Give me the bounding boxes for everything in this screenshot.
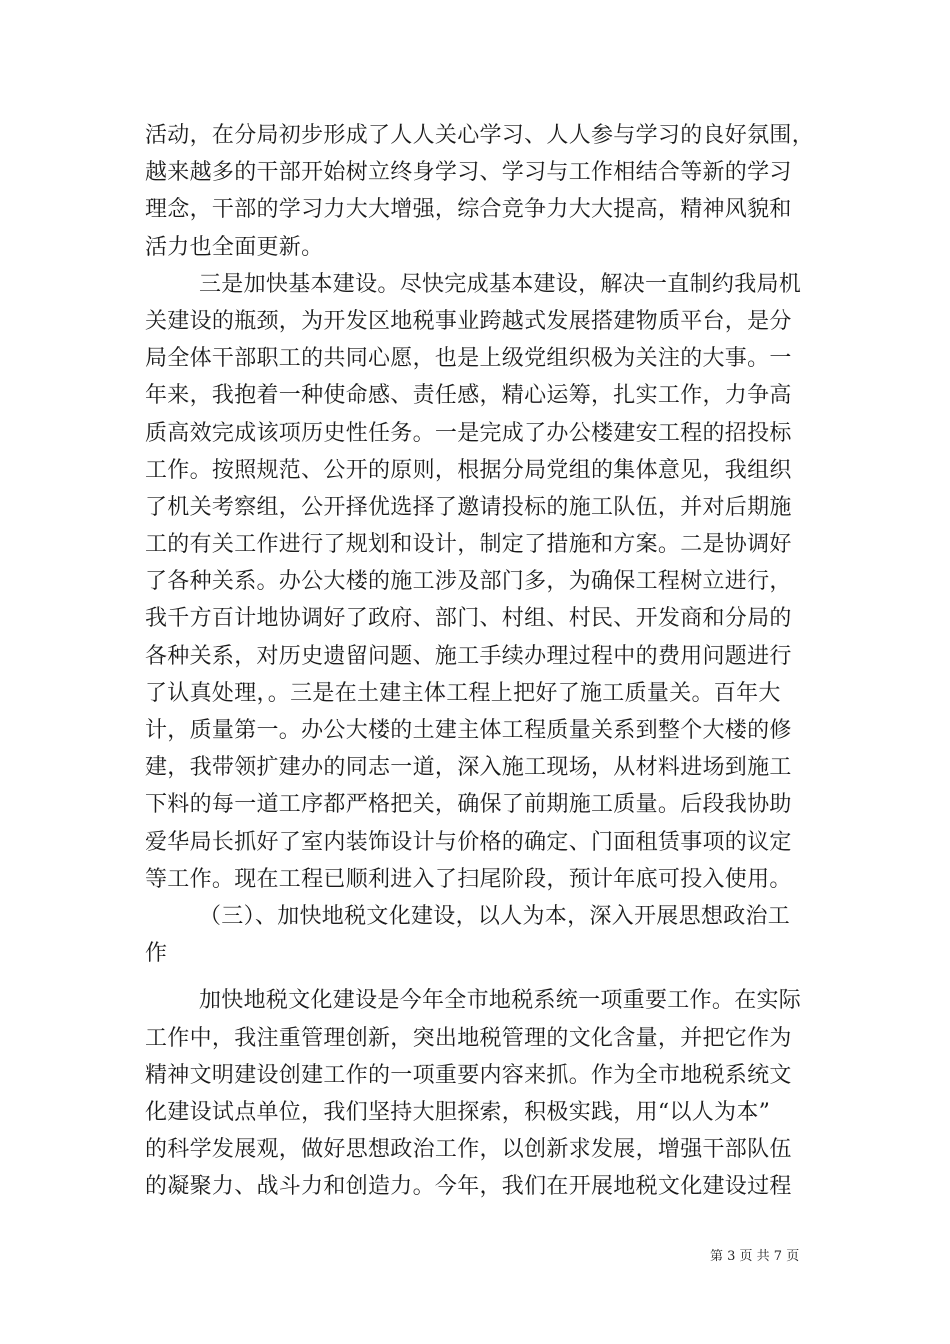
body-line: 的凝聚力、战斗力和创造力。今年，我们在开展地税文化建设过程 <box>145 1174 792 1200</box>
body-line: 了机关考察组，公开择优选择了邀请投标的施工队伍，并对后期施 <box>145 494 792 520</box>
body-line: 工作。按照规范、公开的原则，根据分局党组的集体意见，我组织 <box>145 457 792 483</box>
body-line: 化建设试点单位，我们坚持大胆探索，积极实践，用“以人为本” <box>145 1099 771 1125</box>
section-heading-continuation: 作 <box>145 941 168 967</box>
body-line: 活力也全面更新。 <box>145 234 324 260</box>
paragraph-gap <box>145 972 815 982</box>
body-line: 理念，干部的学习力大大增强，综合竞争力大大提高，精神风貌和 <box>145 197 792 223</box>
body-line: 爱华局长抓好了室内装饰设计与价格的确定、门面租赁事项的议定 <box>145 829 792 855</box>
page-number: 第 3 页 共 7 页 <box>710 1249 800 1264</box>
body-line: 建，我带领扩建办的同志一道，深入施工现场，从材料进场到施工 <box>145 755 792 781</box>
body-line: 越来越多的干部开始树立终身学习、学习与工作相结合等新的学习 <box>145 160 792 186</box>
body-line: 下料的每一道工序都严格把关，确保了前期施工质量。后段我协助 <box>145 792 792 818</box>
document-body <box>145 117 815 1205</box>
body-line: 的科学发展观，做好思想政治工作，以创新求发展，增强干部队伍 <box>145 1137 792 1163</box>
body-line: 年来，我抱着一种使命感、责任感，精心运筹，扎实工作，力争高 <box>145 383 792 409</box>
body-line: 活动，在分局初步形成了人人关心学习、人人参与学习的良好氛围， <box>145 123 815 148</box>
body-line: 精神文明建设创建工作的一项重要内容来抓。作为全市地税系统文 <box>145 1062 792 1088</box>
body-line: 局全体干部职工的共同心愿，也是上级党组织极为关注的大事。一 <box>145 346 792 372</box>
body-line: 了认真处理，。三是在土建主体工程上把好了施工质量关。百年大 <box>145 680 781 706</box>
body-line: 了各种关系。办公大楼的施工涉及部门多，为确保工程树立进行， <box>145 569 792 595</box>
section-heading: （三）、加快地税文化建设，以人为本，深入开展思想政治工 <box>199 903 791 929</box>
body-line: 各种关系，对历史遗留问题、施工手续办理过程中的费用问题进行 <box>145 643 792 669</box>
body-line: 我千方百计地协调好了政府、部门、村组、村民、开发商和分局的 <box>145 606 792 632</box>
body-line: 计，质量第一。办公大楼的土建主体工程质量关系到整个大楼的修 <box>145 718 792 743</box>
body-line: 质高效完成该项历史性任务。一是完成了办公楼建安工程的招投标 <box>145 420 792 446</box>
body-line: 关建设的瓶颈，为开发区地税事业跨越式发展搭建物质平台，是分 <box>145 308 792 334</box>
body-line: 工作中，我注重管理创新，突出地税管理的文化含量，并把它作为 <box>145 1025 792 1051</box>
body-line: 三是加快基本建设。尽快完成基本建设，解决一直制约我局机 <box>199 271 802 297</box>
body-line: 工的有关工作进行了规划和设计，制定了措施和方案。二是协调好 <box>145 532 792 558</box>
body-line: 加快地税文化建设是今年全市地税系统一项重要工作。在实际 <box>199 988 802 1014</box>
body-line: 等工作。现在工程已顺利进入了扫尾阶段，预计年底可投入使用。 <box>145 866 792 892</box>
